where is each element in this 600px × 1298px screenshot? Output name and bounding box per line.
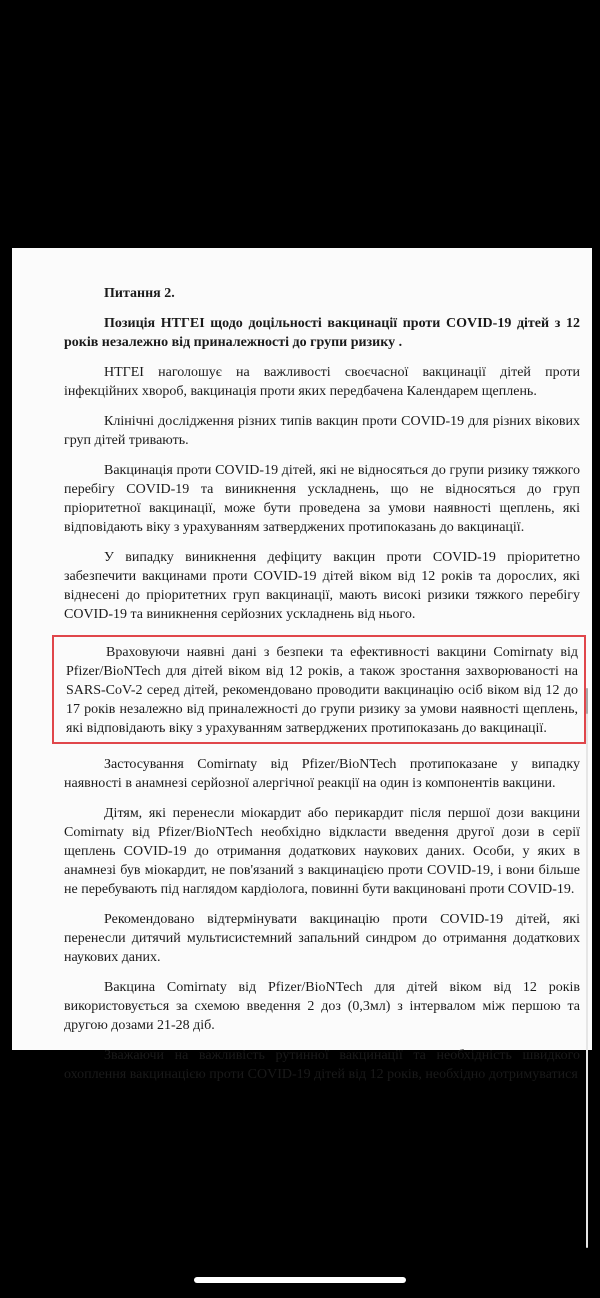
document-content <box>64 284 580 1095</box>
paragraph-clinical-trials: Клінічні дослідження різних типів вакцин проти COVID-19 для різних вікових груп дітей тривають. <box>64 414 580 448</box>
question-heading: Питання 2. <box>104 286 175 301</box>
paragraph-non-risk-group: Вакцинація проти COVID-19 дітей, які не відносяться до групи ризику тяжкого перебігу COVID-19 та виникнення ускладнень, що не відносяться до груп пріоритетної вакцинації, може бути проведена за умови наявності щеплень, які відповідають віку з урахуванням затверджених протипоказань до вакцинації. <box>64 463 580 535</box>
highlight-box <box>52 635 586 744</box>
position-title: Позиція НТГЕІ щодо доцільності вакцинації проти COVID-19 дітей з 12 років незалежно від приналежності до групи ризику . <box>64 316 580 350</box>
paragraph-recommendation-highlighted: Враховуючи наявні дані з безпеки та ефективності вакцини Comirnaty від Pfizer/BioNTech для дітей віком від 12 років, а також зростання захворюваності на SARS-CoV-2 серед дітей, рекомендовано проводити вакцинацію осіб віком від 12 до 17 років незалежно від приналежності до групи ризику за умови наявності щеплень, які відповідають віку з урахуванням затверджених протипоказань до вакцинації. <box>66 645 578 736</box>
paragraph-routine-vaccination: Зважаючи на важливість рутинної вакцинації та необхідність швидкого охоплення вакцинацією проти COVID-19 дітей від 12 років, необхідно дотримуватися <box>64 1048 580 1082</box>
scrollbar-thumb[interactable] <box>586 688 588 714</box>
paragraph-myocarditis: Дітям, які перенесли міокардит або перикардит після першої дози вакцини Comirnaty від Pfizer/BioNTech необхідно відкласти введення другої дози в серії щеплень COVID-19 до отримання додаткових наукових даних. Особи, у яких в анамнезі був міокардит, не пов'язаний з вакцинацією проти COVID-19, і вони більше не перебувають під наглядом кардіолога, повинні бути вакциновані проти COVID-19. <box>64 806 580 897</box>
paragraph-importance: НТГЕІ наголошує на важливості своєчасної вакцинації дітей проти інфекційних хвороб, вакцинація проти яких передбачена Календарем щеплень. <box>64 365 580 399</box>
paragraph-vaccine-deficit: У випадку виникнення дефіциту вакцин проти COVID-19 пріоритетно забезпечити вакцинами проти COVID-19 дітей віком від 12 років та дорослих, які віднесені до пріоритетних груп вакцинації, мають високі ризики тяжкого перебігу COVID-19 та виникнення серйозних ускладнень від нього. <box>64 550 580 622</box>
home-indicator[interactable] <box>194 1277 406 1283</box>
paragraph-postpone: Рекомендовано відтермінувати вакцинацію проти COVID-19 дітей, які перенесли дитячий мультисистемний запальний синдром до отримання додаткових наукових даних. <box>64 912 580 965</box>
document-page <box>12 248 592 1082</box>
paragraph-dosage-scheme: Вакцина Comirnaty від Pfizer/BioNTech для дітей віком від 12 років використовується за схемою введення 2 доз (0,3мл) з інтервалом між першою та другою дозами 21-28 діб. <box>64 980 580 1033</box>
scrollbar[interactable] <box>586 688 588 1248</box>
paragraph-contraindication: Застосування Comirnaty від Pfizer/BioNTech протипоказане у випадку наявності в анамнезі серйозної алергічної реакції на один із компонентів вакцини. <box>64 757 580 791</box>
